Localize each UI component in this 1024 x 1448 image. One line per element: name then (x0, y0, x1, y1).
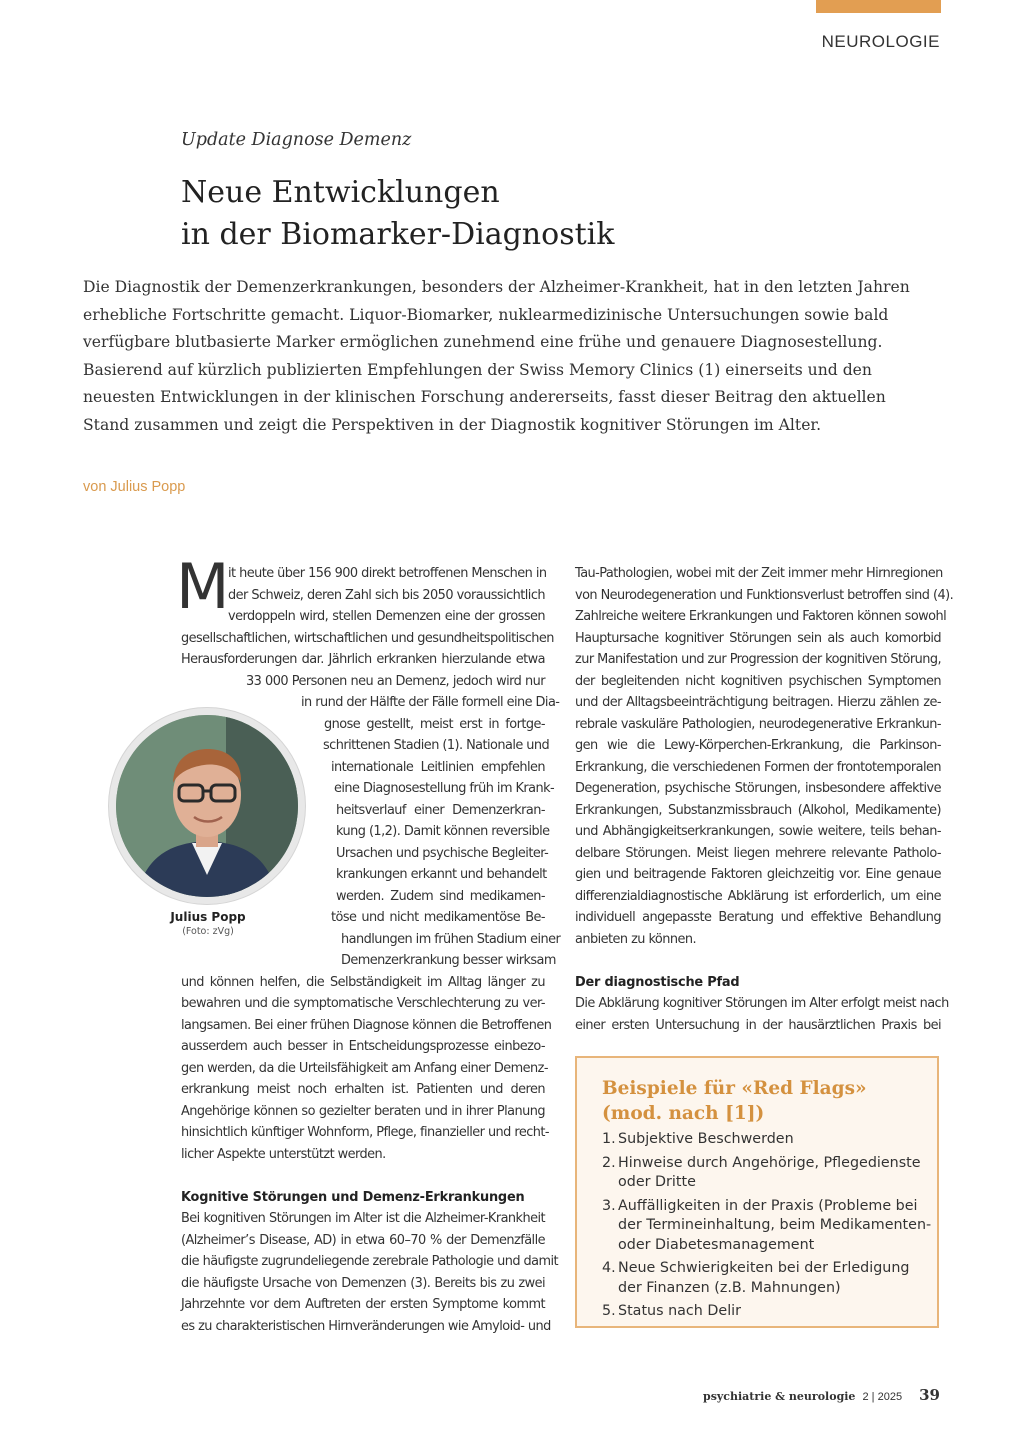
red-flags-list (602, 1130, 932, 1326)
list-item (602, 1259, 932, 1298)
body-line: gesellschaftlichen, wirtschaftlichen und gesundheitspolitischen (181, 630, 554, 646)
list-item-text: Hinweise durch Angehörige, Pflegedienste (618, 1154, 921, 1171)
body-line: langsamen. Bei einer frühen Diagnose können die Betroffenen (181, 1017, 552, 1033)
journal-name: psychiatrie & neurologie (703, 1390, 856, 1403)
list-number: 3. (602, 1197, 616, 1214)
body-line: Demenzerkrankung besser wirksam (341, 953, 556, 968)
body-line: rebrale vaskuläre Pathologien, neurodegenerative Erkrankun- (575, 716, 941, 732)
list-item (602, 1154, 932, 1193)
journal-issue: 2 | 2025 (862, 1391, 903, 1403)
body-line: Die Abklärung kognitiver Störungen im Alter erfolgt meist nach (575, 996, 949, 1011)
portrait-illustration (116, 715, 298, 897)
body-line: it heute über 156 900 direkt betroffenen Menschen in (228, 566, 547, 581)
box-title-line: Beispiele für «Red Flags» (602, 1078, 867, 1099)
body-line: delbare Störungen. Meist liegen mehrere relevante Patholo- (575, 845, 941, 861)
list-item-text: Status nach Delir (618, 1303, 742, 1319)
body-line: bewahren und die symptomatische Verschlechterung zu ver- (181, 996, 545, 1011)
lead-line: Die Diagnostik der Demenzerkrankungen, besonders der Alzheimer-Krankheit, hat in den letzten Jahren (83, 278, 910, 296)
body-line: gien und beitragende Faktoren gleichzeitig vor. Eine genaue (575, 867, 941, 882)
article-title (181, 172, 941, 256)
body-line: die häufigste Ursache von Demenzen (3). Bereits bis zu zwei (181, 1275, 545, 1291)
author-byline: von Julius Popp (83, 479, 186, 495)
article-kicker: Update Diagnose Demenz (181, 130, 412, 150)
body-line: die häufigste zugrundeliegende zerebrale Pathologie und damit (181, 1254, 559, 1269)
list-item-text: der Termineinhaltung, beim Medikamenten- (618, 1217, 932, 1233)
red-flags-title (602, 1076, 867, 1126)
body-line: der Schweiz, deren Zahl sich bis 2050 voraussichtlich (228, 587, 545, 603)
body-column-right (575, 563, 954, 1036)
body-line: anbieten zu können. (575, 931, 697, 947)
body-line: und der Alltagsbeeinträchtigung beitragen. Hierzu zählen ze- (575, 695, 941, 710)
body-line: Degeneration, psychische Störungen, insbesondere affektive (575, 781, 941, 796)
header-accent-bar (816, 0, 941, 13)
section-heading: Der diagnostische Pfad (575, 974, 740, 990)
body-line: Erkrankungen, Substanzmissbrauch (Alkohol, Medikamente) (575, 802, 941, 818)
body-line: 33 000 Personen neu an Demenz, jedoch wird nur (246, 673, 545, 689)
author-photo-image (116, 715, 298, 897)
page-footer (703, 1386, 940, 1404)
red-flags-box (575, 1056, 939, 1328)
body-line: internationale Leitlinien empfehlen (331, 759, 545, 775)
list-item-text: oder Dritte (618, 1174, 696, 1190)
title-line: Neue Entwicklungen (181, 175, 500, 210)
body-line: töse und nicht medikamentöse Be- (331, 910, 545, 925)
body-line: heitsverlauf einer Demenzerkran- (336, 802, 545, 818)
lead-line: Stand zusammen und zeigt die Perspektiven in der Diagnostik kognitiver Störungen im Alter. (83, 415, 822, 434)
photo-caption (108, 910, 308, 937)
body-line: schrittenen Stadien (1). Nationale und (323, 738, 550, 753)
author-photo (108, 707, 306, 905)
list-item (602, 1302, 932, 1322)
body-line: gen werden, da die Urteilsfähigkeit am Anfang einer Demenz- (181, 1060, 548, 1076)
body-line: der begleitenden nicht kognitiven psychischen Symptomen (575, 673, 941, 689)
list-item-text: Neue Schwierigkeiten bei der Erledigung (618, 1260, 910, 1276)
body-line: Hauptursache kognitiver Störungen sein als auch komorbid (575, 630, 941, 646)
body-line: Ursachen und psychische Begleiter- (336, 845, 549, 861)
list-item-text: der Finanzen (z.B. Mahnungen) (618, 1279, 841, 1296)
body-line: verdoppeln wird, stellen Demenzen eine der grossen (228, 609, 545, 624)
spacer (181, 1165, 545, 1187)
body-line: hinsichtlich künftiger Wohnform, Pflege, finanzieller und recht- (181, 1125, 549, 1140)
photo-caption-credit: (Foto: zVg) (182, 926, 234, 937)
list-item-text: Subjektive Beschwerden (618, 1131, 794, 1147)
title-line: in der Biomarker-Diagnostik (181, 217, 615, 252)
body-line: erkrankung meist noch erhalten ist. Patienten und deren (181, 1082, 545, 1097)
body-line: Erkrankung, die verschiedenen Formen der frontotemporalen (575, 759, 941, 775)
body-line: licher Aspekte unterstützt werden. (181, 1146, 386, 1162)
body-line: ausserdem auch besser in Entscheidungsprozesse einbezo- (181, 1039, 545, 1054)
list-item (602, 1130, 932, 1150)
list-number: 2. (602, 1154, 616, 1171)
body-line: einer ersten Untersuchung in der hausärztlichen Praxis bei (575, 1017, 941, 1033)
list-item-text: Auffälligkeiten in der Praxis (Probleme bei (618, 1197, 918, 1214)
section-label: NEUROLOGIE (821, 32, 940, 51)
body-line: Herausforderungen dar. Jährlich erkranken hierzulande etwa (181, 652, 545, 667)
body-line: individuell angepasste Beratung und effektive Behandlung (575, 910, 941, 925)
lead-line: neuesten Entwicklungen in der klinischen Forschung andererseits, fasst dieser Beitrag den aktuellen (83, 388, 886, 406)
body-line: von Neurodegeneration und Funktionsverlust betroffen sind (4). (575, 587, 954, 603)
body-line: werden. Zudem sind medikamen- (336, 888, 545, 904)
body-line: zur Manifestation und zur Progression der kognitiven Störung, (575, 652, 942, 667)
box-title-line: (mod. nach [1]) (602, 1103, 765, 1124)
page-number: 39 (919, 1386, 940, 1404)
body-line: in rund der Hälfte der Fälle formell eine Dia- (301, 695, 560, 710)
body-line: eine Diagnosestellung früh im Krank- (334, 781, 555, 796)
body-line: kung (1,2). Damit können reversible (336, 824, 550, 839)
body-line: handlungen im frühen Stadium einer (341, 931, 561, 947)
section-heading: Kognitive Störungen und Demenz-Erkrankungen (181, 1189, 525, 1205)
body-line: Tau-Pathologien, wobei mit der Zeit immer mehr Hirnregionen (575, 566, 943, 581)
body-line: Angehörige können so gezielter beraten und in ihrer Planung (181, 1103, 545, 1119)
lead-line: verfügbare blutbasierte Marker ermöglichen zunehmend eine frühe und genauere Diagnosestellung. (83, 333, 883, 351)
lead-line: Basierend auf kürzlich publizierten Empfehlungen der Swiss Memory Clinics (1) einerseits und den (83, 360, 872, 379)
body-line: krankungen erkannt und behandelt (336, 867, 547, 882)
body-line: Bei kognitiven Störungen im Alter ist die Alzheimer-Krankheit (181, 1211, 545, 1226)
photo-caption-name: Julius Popp (170, 910, 246, 924)
lead-line: erhebliche Fortschritte gemacht. Liquor-Biomarker, nuklearmedizinische Untersuchungen sowie bald (83, 305, 889, 324)
drop-cap: M (176, 550, 230, 623)
body-line: Zahlreiche weitere Erkrankungen und Faktoren können sowohl (575, 609, 947, 624)
body-line: Jahrzehnte vor dem Auftreten der ersten Symptome kommt (181, 1297, 545, 1312)
body-line: und können helfen, die Selbständigkeit im Alltag länger zu (181, 974, 545, 990)
body-line: gen wie die Lewy-Körperchen-Erkrankung, die Parkinson- (575, 738, 941, 753)
list-number: 5. (602, 1303, 616, 1319)
body-line: (Alzheimer’s Disease, AD) in etwa 60–70 % der Demenzfälle (181, 1232, 545, 1248)
body-line: es zu charakteristischen Hirnveränderungen wie Amyloid- und (181, 1318, 551, 1334)
body-line: und Abhängigkeitserkrankungen, sowie weitere, teils behan- (575, 824, 941, 839)
list-number: 4. (602, 1260, 616, 1276)
body-column-left (181, 563, 561, 1337)
list-number: 1. (602, 1131, 616, 1147)
article-lead (83, 274, 943, 439)
list-item (602, 1197, 932, 1256)
body-line: differenzialdiagnostische Abklärung ist erforderlich, um eine (575, 888, 941, 904)
list-item-text: oder Diabetesmanagement (618, 1236, 815, 1253)
spacer (575, 950, 941, 972)
body-line: gnose gestellt, meist erst in fortge- (324, 716, 545, 732)
